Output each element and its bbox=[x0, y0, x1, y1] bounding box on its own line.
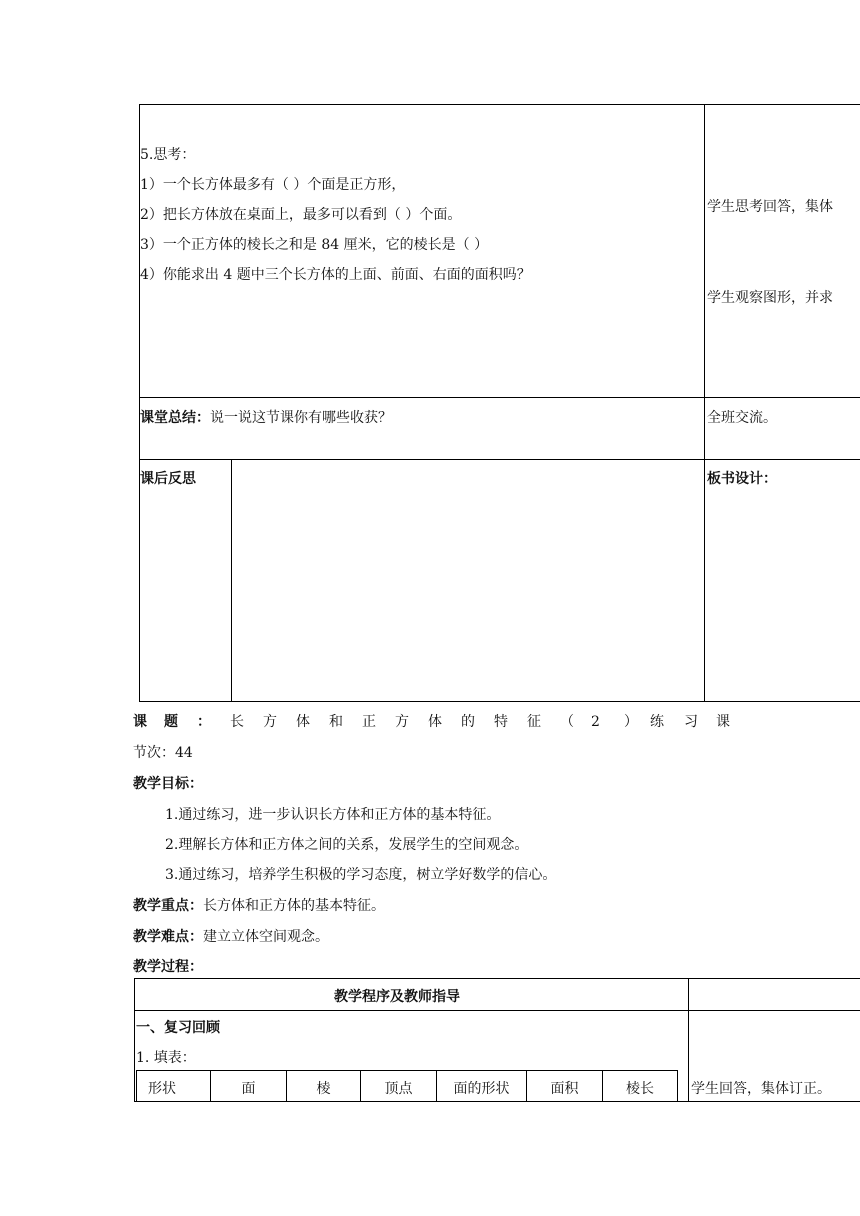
key-point-row bbox=[133, 897, 385, 915]
title-char: 体 bbox=[296, 714, 310, 730]
fill-table-label: 1. 填表： bbox=[136, 1050, 196, 1066]
column-header: 面积 bbox=[550, 1081, 579, 1097]
column-header: 形状 bbox=[148, 1081, 176, 1097]
section5-item-1: 1）一个长方体最多有（ ）个面是正方形， bbox=[140, 177, 406, 193]
title-char: 正 bbox=[362, 714, 376, 730]
title-char: 习 bbox=[684, 714, 698, 730]
summary-row bbox=[140, 409, 392, 427]
title-char: 2 bbox=[591, 714, 600, 730]
process-label: 教学过程： bbox=[133, 959, 203, 975]
title-label-char: 题 bbox=[164, 714, 178, 730]
title-char: 长 bbox=[230, 714, 244, 730]
column-header: 顶点 bbox=[384, 1081, 413, 1097]
column-header: 棱长 bbox=[626, 1081, 654, 1097]
section5-item-2: 2）把长方体放在桌面上，最多可以看到（ ）个面。 bbox=[140, 207, 462, 223]
title-char: 体 bbox=[428, 714, 442, 730]
title-char: 征 bbox=[527, 714, 541, 730]
title-label-char: 课 bbox=[133, 714, 147, 730]
title-char: 和 bbox=[329, 714, 343, 730]
goal-item: 3.通过练习，培养学生积极的学习态度，树立学好数学的信心。 bbox=[165, 867, 557, 883]
reflection-label: 课后反思 bbox=[140, 471, 196, 487]
program-header: 教学程序及教师指导 bbox=[334, 989, 460, 1005]
key-point-label: 教学重点： bbox=[133, 898, 203, 914]
goals-label: 教学目标： bbox=[133, 776, 203, 792]
title-char: 的 bbox=[461, 714, 475, 730]
difficulty-row bbox=[133, 928, 329, 946]
column-header: 面的形状 bbox=[453, 1081, 510, 1097]
section5-item-4: 4）你能求出 4 题中三个长方体的上面、前面、右面的面积吗？ bbox=[140, 267, 531, 283]
section5-student-activity-2: 学生观察图形，并求 bbox=[707, 290, 833, 306]
difficulty-label: 教学难点： bbox=[133, 929, 203, 945]
board-design-label: 板书设计： bbox=[707, 471, 777, 487]
title-char: 特 bbox=[494, 714, 508, 730]
goal-item: 2.理解长方体和正方体之间的关系，发展学生的空间观念。 bbox=[165, 837, 529, 853]
column-header: 棱 bbox=[316, 1081, 331, 1097]
section5-item-3: 3）一个正方体的棱长之和是 84 厘米，它的棱长是（ ） bbox=[140, 237, 489, 253]
title-char: 方 bbox=[263, 714, 277, 730]
summary-text: 说一说这节课你有哪些收获？ bbox=[210, 410, 392, 426]
title-char: 练 bbox=[650, 714, 664, 730]
title-char: 课 bbox=[716, 714, 730, 730]
difficulty-text: 建立立体空间观念。 bbox=[203, 929, 329, 945]
title-char: 方 bbox=[395, 714, 409, 730]
summary-student-activity: 全班交流。 bbox=[707, 410, 777, 426]
goal-item: 1.通过练习，进一步认识长方体和正方体的基本特征。 bbox=[165, 807, 501, 823]
section5-student-activity-1: 学生思考回答，集体 bbox=[707, 199, 833, 215]
column-header: 面 bbox=[241, 1081, 256, 1097]
title-label-char: ： bbox=[197, 714, 211, 730]
section-number: 节次：44 bbox=[133, 745, 193, 761]
review-student-activity: 学生回答，集体订正。 bbox=[691, 1081, 831, 1097]
summary-label: 课堂总结： bbox=[140, 410, 210, 426]
title-char: ） bbox=[624, 714, 638, 730]
title-char: （ bbox=[560, 714, 574, 730]
key-point-text: 长方体和正方体的基本特征。 bbox=[203, 898, 385, 914]
review-title: 一、复习回顾 bbox=[136, 1020, 220, 1036]
section5-title: 5.思考： bbox=[140, 147, 196, 163]
